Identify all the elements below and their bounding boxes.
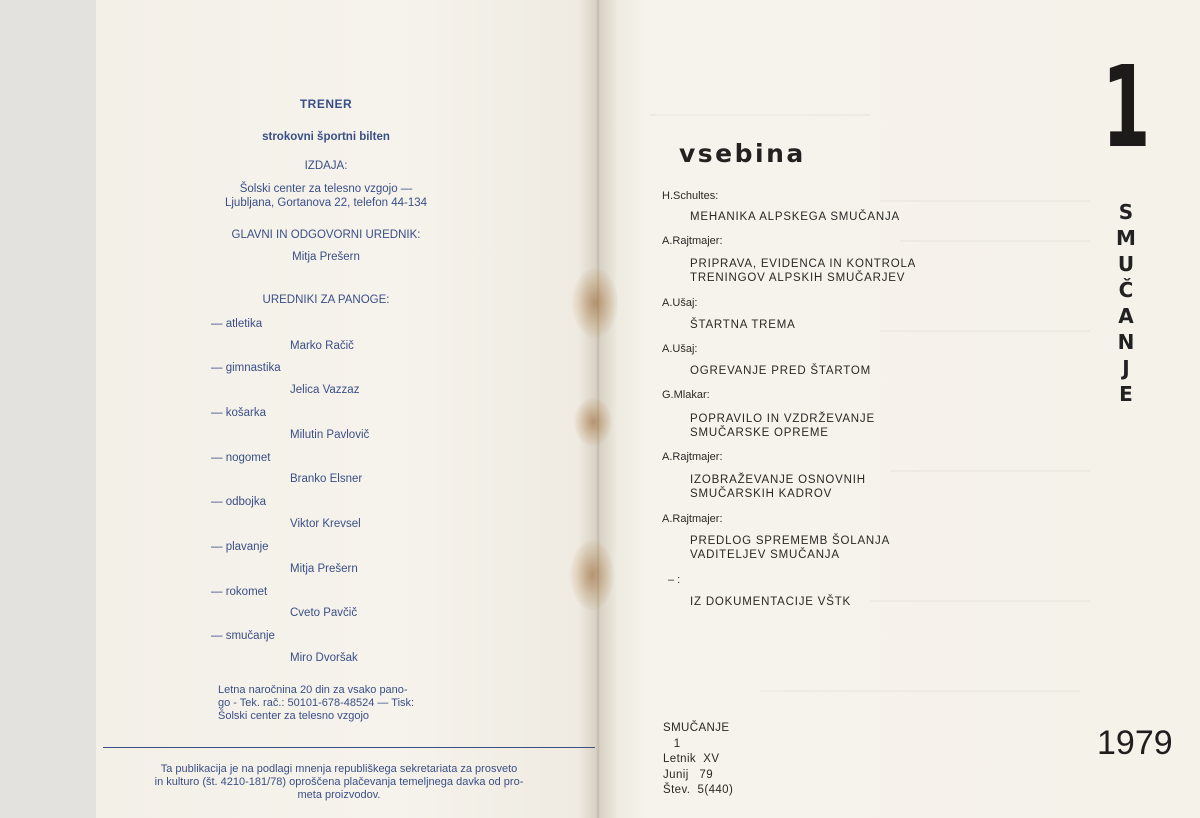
toc-title	[690, 257, 916, 285]
legal-line: meta proizvodov.	[297, 789, 381, 801]
toc-title	[690, 473, 866, 501]
vertical-topic-title	[1111, 199, 1141, 407]
toc-author: A.Ušaj:	[662, 343, 698, 355]
sections-heading: UREDNIKI ZA PANOGE:	[262, 294, 390, 306]
legal-line: in kulturo (št. 4210-181/78) oproščena plačevanja temeljnega davka od pro-	[154, 776, 524, 788]
publisher-heading: IZDAJA:	[304, 160, 348, 172]
toc-title-line: POPRAVILO IN VZDRŽEVANJE	[690, 413, 875, 425]
section-editor: Miro Dvoršak	[290, 652, 358, 664]
legal-notice	[104, 763, 574, 802]
subscription-line: Šolski center za telesno vzgojo	[218, 710, 370, 722]
toc-author: – :	[668, 574, 681, 586]
toc-title	[690, 534, 890, 562]
subscription-line: go - Tek. rač.: 50101-678-48524 — Tisk:	[218, 697, 415, 709]
section-editor: Cveto Pavčič	[290, 607, 358, 619]
toc-author: A.Ušaj:	[662, 297, 698, 309]
stain	[574, 398, 612, 446]
contents-heading: vsebina	[679, 139, 806, 168]
toc-author: G.Mlakar:	[662, 389, 710, 401]
topic-letter: N	[1117, 330, 1135, 354]
masthead-title: TRENER	[299, 97, 353, 111]
section-editor: Jelica Vazzaz	[290, 384, 360, 396]
toc-title-line: VADITELJEV SMUČANJA	[690, 549, 840, 561]
colophon-line: Letnik XV	[663, 753, 720, 765]
colophon-line: Štev. 5(440)	[663, 784, 734, 796]
section-editor: Mitja Prešern	[290, 563, 358, 575]
editor-heading: GLAVNI IN ODGOVORNI UREDNIK:	[231, 229, 421, 241]
toc-title-line: OGREVANJE PRED ŠTARTOM	[690, 365, 871, 377]
show-through	[870, 600, 1090, 602]
toc-title-line: IZ DOKUMENTACIJE VŠTK	[690, 596, 851, 608]
subscription-line: Letna naročnina 20 din za vsako pano-	[218, 684, 408, 696]
topic-letter: E	[1119, 382, 1133, 406]
section-name: — plavanje	[211, 541, 269, 553]
publication-year: 1979	[1097, 724, 1173, 762]
section-name: — rokomet	[211, 586, 268, 598]
show-through	[650, 114, 870, 116]
toc-title	[690, 364, 871, 378]
colophon-line: Junij 79	[663, 768, 714, 781]
section-editor: Viktor Krevsel	[290, 518, 361, 530]
toc-title	[690, 595, 851, 609]
publisher-line: Ljubljana, Gortanova 22, telefon 44-134	[224, 197, 428, 209]
topic-letter: Č	[1118, 278, 1134, 302]
publisher-address	[166, 182, 486, 210]
toc-title-line: ŠTARTNA TREMA	[690, 319, 796, 331]
toc-title-line: SMUČARSKE OPREME	[690, 427, 829, 439]
toc-title-line: PRIPRAVA, EVIDENCA IN KONTROLA	[690, 258, 917, 270]
toc-author: H.Schultes:	[662, 190, 719, 202]
show-through	[880, 330, 1090, 332]
show-through	[890, 470, 1090, 472]
publisher-line: Šolski center za telesno vzgojo —	[239, 183, 413, 195]
issue-number: 1	[1102, 43, 1151, 173]
show-through	[880, 200, 1090, 202]
toc-title	[690, 210, 900, 224]
toc-title-line: SMUČARSKIH KADROV	[690, 488, 833, 500]
toc-author: A.Rajtmajer:	[662, 451, 723, 463]
toc-author: A.Rajtmajer:	[662, 235, 723, 247]
colophon-line: 1	[663, 737, 681, 750]
topic-letter: S	[1118, 200, 1134, 224]
stain	[570, 540, 614, 610]
toc-title-line: TRENINGOV ALPSKIH SMUČARJEV	[690, 272, 906, 284]
editor-name: Mitja Prešern	[292, 251, 360, 263]
toc-title	[690, 318, 796, 332]
section-name: — odbojka	[211, 496, 266, 508]
toc-title-line: IZOBRAŽEVANJE OSNOVNIH	[690, 474, 866, 486]
section-name: — košarka	[211, 407, 266, 419]
topic-letter: J	[1122, 356, 1130, 380]
topic-letter: M	[1116, 226, 1136, 250]
divider	[103, 747, 595, 748]
topic-letter: U	[1117, 252, 1135, 276]
stain	[572, 268, 618, 338]
section-editor: Branko Elsner	[290, 473, 363, 485]
show-through	[900, 240, 1090, 242]
section-name: — nogomet	[211, 452, 271, 464]
section-name: — smučanje	[211, 630, 275, 642]
colophon-line: SMUČANJE	[663, 722, 730, 734]
toc-author: A.Rajtmajer:	[662, 513, 723, 525]
toc-title	[690, 412, 875, 440]
background-edge	[0, 0, 96, 818]
section-name: — atletika	[211, 318, 263, 330]
toc-title-line: MEHANIKA ALPSKEGA SMUČANJA	[690, 211, 900, 223]
topic-letter: A	[1118, 304, 1134, 328]
show-through	[760, 690, 1080, 692]
toc-title-line: PREDLOG SPREMEMB ŠOLANJA	[690, 535, 891, 547]
section-editor: Marko Račič	[290, 340, 354, 352]
legal-line: Ta publikacija je na podlagi mnenja republiškega sekretariata za prosveto	[160, 763, 518, 775]
issue-colophon	[663, 721, 733, 799]
subscription-info	[218, 684, 468, 723]
masthead-subtitle: strokovni športni bilten	[262, 131, 390, 143]
section-editor: Milutin Pavlovič	[290, 429, 370, 441]
section-name: — gimnastika	[211, 362, 281, 374]
